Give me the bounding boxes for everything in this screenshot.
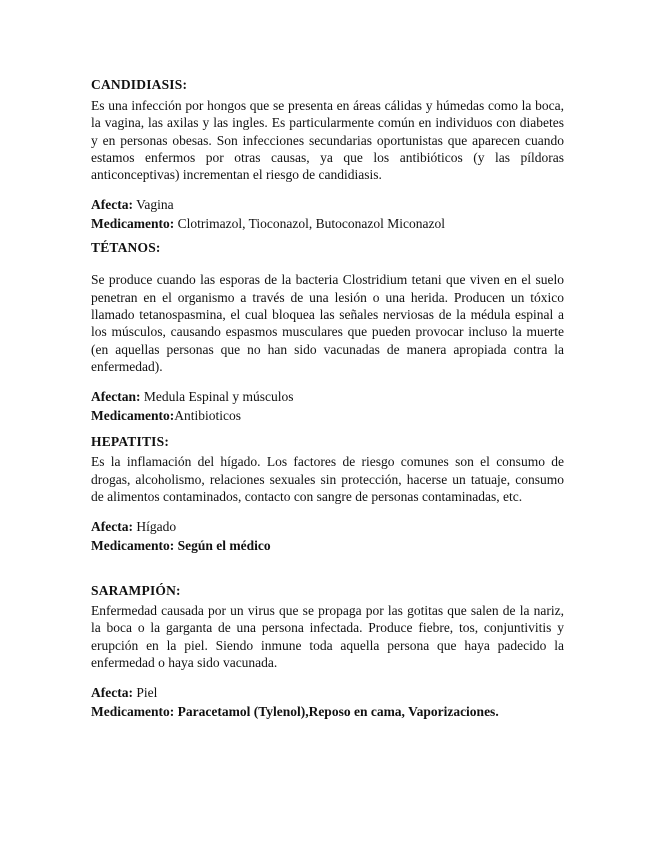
section-sarampion bbox=[91, 582, 564, 721]
medication-label: Medicamento: bbox=[91, 408, 175, 424]
section-title: SARAMPIÓN: bbox=[91, 583, 181, 599]
affects-label: Afectan: bbox=[91, 389, 141, 405]
medication-label: Medicamento: bbox=[91, 216, 175, 232]
document-page bbox=[91, 76, 564, 721]
medication-label: Medicamento: bbox=[91, 538, 175, 554]
affects-line bbox=[91, 387, 564, 406]
section-candidiasis bbox=[91, 76, 564, 233]
affects-label: Afecta: bbox=[91, 685, 133, 701]
affects-label: Afecta: bbox=[91, 519, 133, 535]
affects-line bbox=[91, 683, 564, 702]
affects-value: Medula Espinal y músculos bbox=[140, 389, 294, 405]
medication-line bbox=[91, 702, 564, 721]
section-body: Enfermedad causada por un virus que se propaga por las gotitas que salen de la nariz, la boca o la garganta de una persona infectada. Produce fiebre, tos, conjuntivitis y erupción en la piel. Siendo inmune toda aquella persona que haya padecido la enfermedad o haya sido vacunada. bbox=[91, 603, 564, 671]
medication-value: Antibioticos bbox=[174, 408, 241, 424]
section-body: Es una infección por hongos que se presenta en áreas cálidas y húmedas como la boca, la vagina, las axilas y las ingles. Es particularmente común en individuos con diabetes y en personas obesas. Son infecciones secundarias oportunistas que aparecen cuando estamos enfermos por otras causas, ya que los antibióticos (y las píldoras anticonceptivas) incrementan el riesgo de candidiasis. bbox=[91, 98, 564, 183]
affects-value: Piel bbox=[132, 685, 158, 701]
affects-line bbox=[91, 517, 564, 536]
section-title: TÉTANOS: bbox=[91, 240, 161, 256]
section-title: HEPATITIS: bbox=[91, 434, 170, 450]
section-title: CANDIDIASIS: bbox=[91, 77, 188, 92]
medication-label: Medicamento: bbox=[91, 704, 175, 720]
medication-line bbox=[91, 406, 564, 425]
section-body: Se produce cuando las esporas de la bacteria Clostridium tetani que viven en el suelo penetran en el organismo a través de una lesión o una herida. Producen un tóxico llamado tetanospasmina, el cual bloquea las señales nerviosas de la médula espinal a los músculos, causando espasmos musculares que pueden provocar incluso la muerte (en aquellas personas que no han sido vacunadas de manera apropiada contra la enfermedad). bbox=[91, 272, 564, 374]
affects-value: Vagina bbox=[132, 197, 174, 213]
medication-value: Según el médico bbox=[174, 538, 271, 554]
medication-value: Clotrimazol, Tioconazol, Butoconazol Miconazol bbox=[174, 216, 445, 232]
medication-value: Paracetamol (Tylenol),Reposo en cama, Vaporizaciones. bbox=[174, 704, 499, 720]
medication-line bbox=[91, 214, 564, 233]
affects-line bbox=[91, 195, 564, 214]
section-hepatitis bbox=[91, 433, 564, 555]
affects-label: Afecta: bbox=[91, 197, 133, 213]
section-body: Es la inflamación del hígado. Los factores de riesgo comunes son el consumo de drogas, alcoholismo, relaciones sexuales sin protección, hacerse un tatuaje, consumo de alimentos contaminados, contacto con sangre de personas contaminadas, etc. bbox=[91, 454, 564, 504]
affects-value: Hígado bbox=[132, 519, 177, 535]
medication-line bbox=[91, 536, 564, 555]
section-tetanos bbox=[91, 239, 564, 425]
